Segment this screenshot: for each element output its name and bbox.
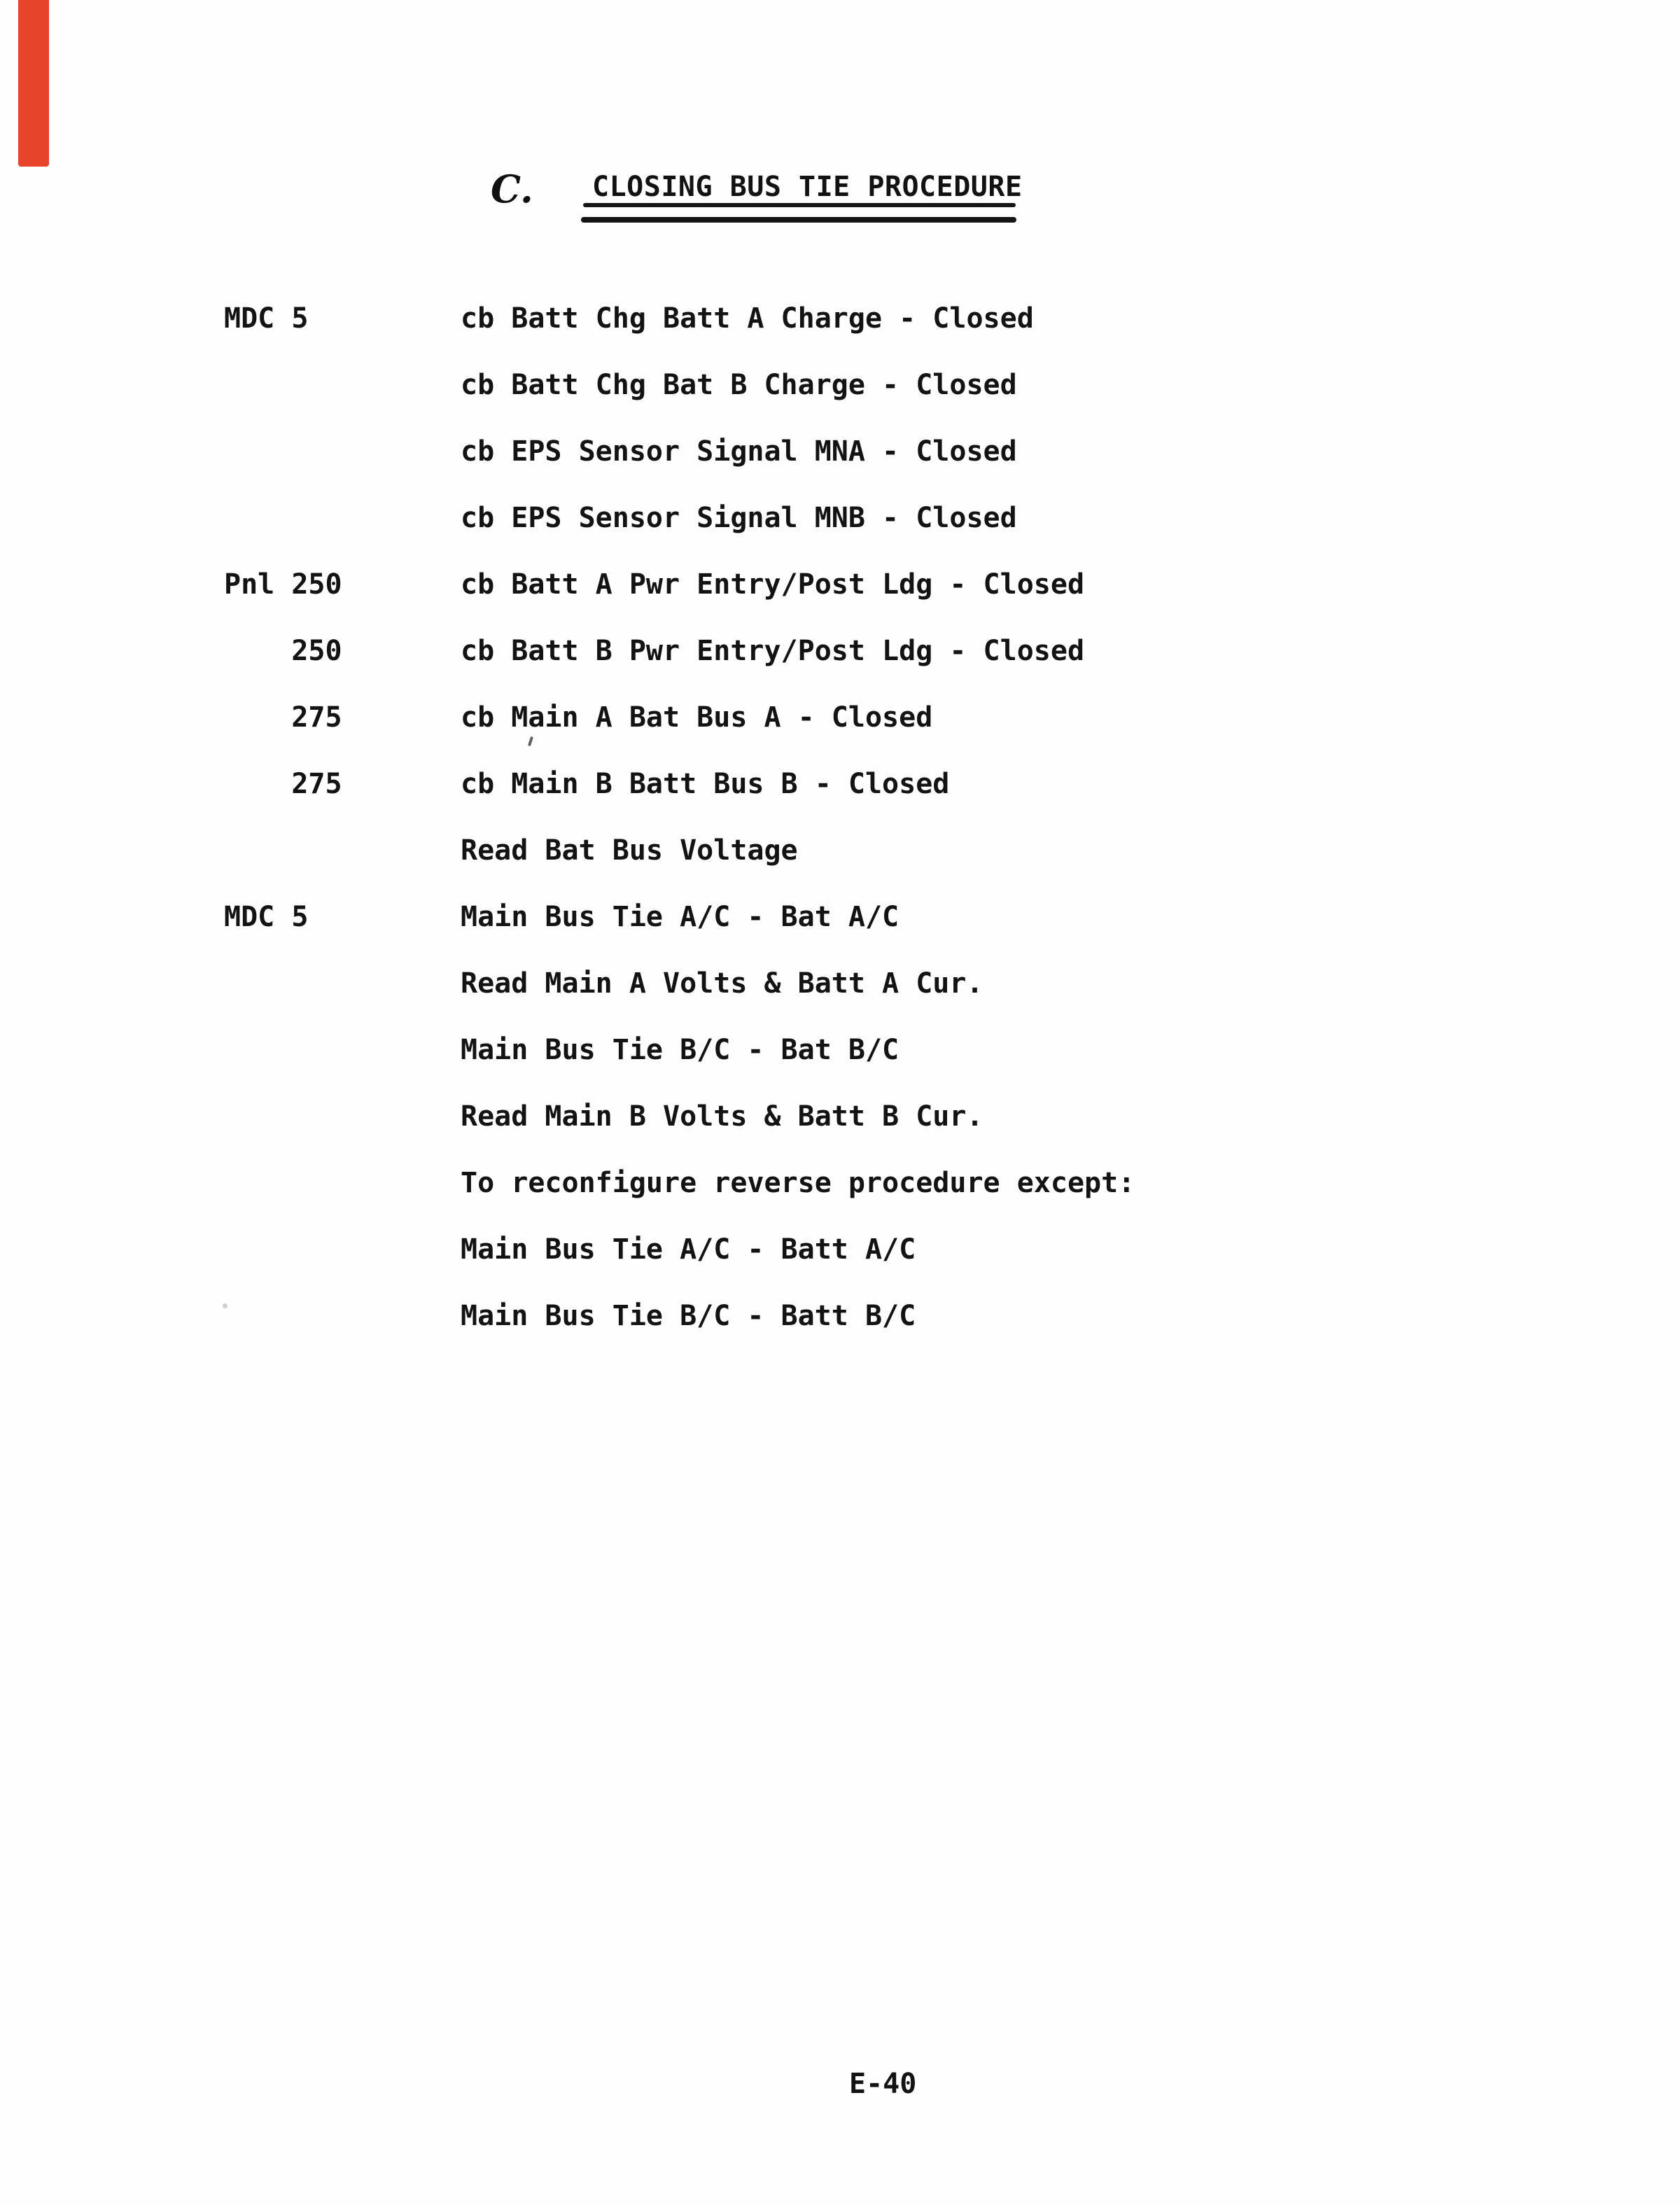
procedure-row — [0, 635, 1680, 671]
procedure-step: cb Main B Batt Bus B - Closed — [461, 768, 950, 800]
panel-label: MDC 5 — [224, 302, 309, 335]
procedure-row — [0, 701, 1680, 738]
procedure-row — [0, 568, 1680, 605]
panel-label: 275 — [224, 768, 342, 800]
procedure-row — [0, 901, 1680, 937]
procedure-step: cb EPS Sensor Signal MNB - Closed — [461, 502, 1017, 534]
panel-label: MDC 5 — [224, 901, 309, 933]
procedure-row — [0, 369, 1680, 405]
panel-label: 250 — [224, 635, 342, 667]
procedure-step: cb Batt B Pwr Entry/Post Ldg - Closed — [461, 635, 1085, 667]
procedure-row — [0, 302, 1680, 339]
procedure-step: Main Bus Tie B/C - Bat B/C — [461, 1034, 899, 1066]
procedure-step: Main Bus Tie A/C - Batt A/C — [461, 1233, 916, 1266]
procedure-step: Read Bat Bus Voltage — [461, 834, 798, 867]
procedure-step: Main Bus Tie B/C - Batt B/C — [461, 1300, 916, 1332]
procedure-step: cb Batt Chg Batt A Charge - Closed — [461, 302, 1034, 335]
title-underline — [581, 217, 1016, 223]
procedure-row — [0, 967, 1680, 1004]
procedure-row — [0, 502, 1680, 538]
title-underline — [583, 203, 1016, 207]
procedure-row — [0, 1167, 1680, 1203]
procedure-step: Read Main A Volts & Batt A Cur. — [461, 967, 983, 1000]
section-letter: C. — [491, 167, 533, 211]
procedure-step: cb Batt A Pwr Entry/Post Ldg - Closed — [461, 568, 1085, 601]
procedure-row — [0, 435, 1680, 472]
procedure-step: To reconfigure reverse procedure except: — [461, 1167, 1135, 1199]
procedure-row — [0, 1233, 1680, 1270]
procedure-row — [0, 834, 1680, 871]
procedure-step: Main Bus Tie A/C - Bat A/C — [461, 901, 899, 933]
procedure-step: cb Main A Bat Bus A - Closed — [461, 701, 933, 734]
panel-label: Pnl 250 — [224, 568, 342, 601]
procedure-row — [0, 768, 1680, 804]
procedure-row — [0, 1034, 1680, 1070]
procedure-step: cb Batt Chg Bat B Charge - Closed — [461, 369, 1017, 401]
procedure-row — [0, 1100, 1680, 1137]
red-ink-mark — [18, 0, 49, 167]
page-number: E-40 — [849, 2068, 917, 2100]
procedure-step: cb EPS Sensor Signal MNA - Closed — [461, 435, 1017, 468]
page-title: CLOSING BUS TIE PROCEDURE — [592, 171, 1023, 203]
scan-artifact — [223, 1303, 227, 1308]
panel-label: 275 — [224, 701, 342, 734]
procedure-step: Read Main B Volts & Batt B Cur. — [461, 1100, 983, 1133]
procedure-row — [0, 1300, 1680, 1336]
